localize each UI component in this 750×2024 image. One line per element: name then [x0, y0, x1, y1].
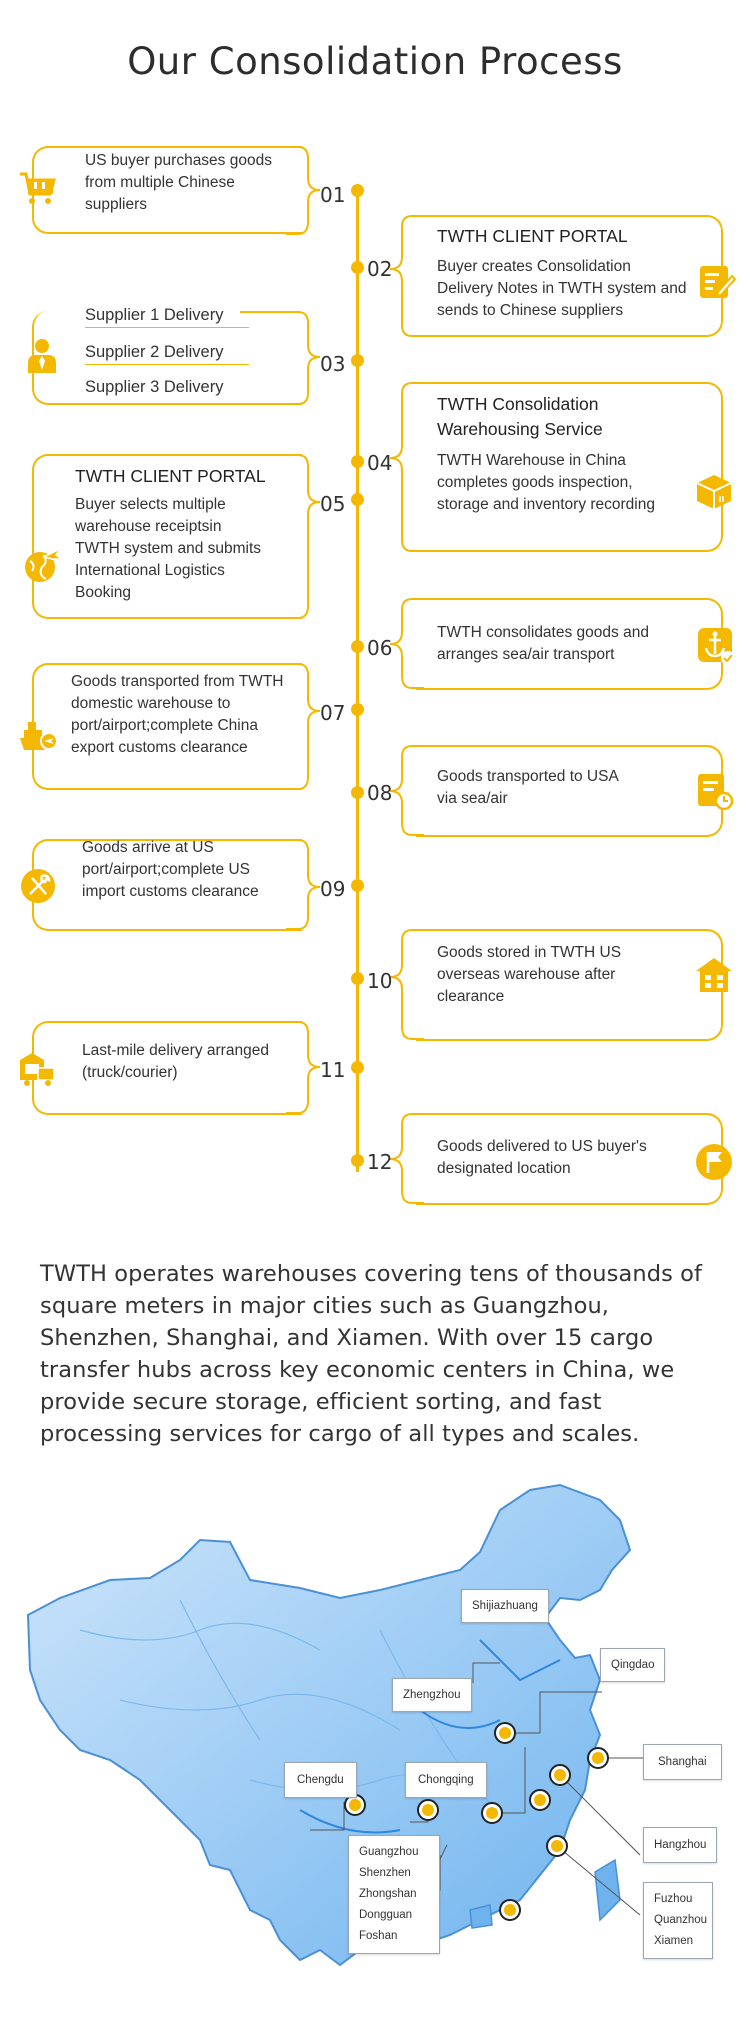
- intro-paragraph: TWTH operates warehouses covering tens of thousands of square meters in major cities such as Guangzhou, Shenzhen, Shanghai, and Xiamen. With over 15 cargo transfer hubs across key economic centers in China, we provide secure storage, efficient sorting, and fast processing services for cargo of all types and scales.: [40, 1261, 703, 1447]
- step-07-bracket: [286, 663, 326, 792]
- timeline-dot: [351, 786, 364, 799]
- page-title: Our Consolidation Process: [127, 40, 623, 83]
- timeline-dot: [351, 1061, 364, 1074]
- step-07-text: Goods transported from TWTH domestic warehouse to port/airport;complete China export customs clearance: [71, 673, 284, 756]
- timeline-dot: [351, 354, 364, 367]
- city-label-shijiazhuang: Shijiazhuang: [461, 1589, 549, 1623]
- step-05-bracket: [286, 454, 326, 621]
- step-05-title: TWTH CLIENT PORTAL: [75, 466, 266, 486]
- city-label-south-group: [348, 1835, 440, 1954]
- city-fuzhou: Fuzhou: [654, 1893, 693, 1905]
- step-02-text: Buyer creates Consolidation Delivery Notes in TWTH system and sends to Chinese suppliers: [437, 258, 687, 319]
- timeline-dot: [351, 184, 364, 197]
- timeline-dot: [351, 455, 364, 468]
- step-03-bracket: [240, 311, 326, 407]
- timeline-dot: [351, 640, 364, 653]
- step-09-text: Goods arrive at US port/airport;complete US import customs clearance: [82, 839, 259, 900]
- step-09-number: 09: [320, 877, 346, 901]
- step-04-number: 04: [367, 451, 393, 475]
- timeline-dot: [351, 261, 364, 274]
- step-12-text: Goods delivered to US buyer's designated location: [437, 1138, 647, 1177]
- anchor-check-icon: [696, 626, 736, 666]
- timeline-dot: [351, 493, 364, 506]
- step-02-title: TWTH CLIENT PORTAL: [437, 226, 628, 246]
- step-07-number: 07: [320, 701, 346, 725]
- timeline-dot: [351, 1154, 364, 1167]
- step-08-text: Goods transported to USA via sea/air: [437, 768, 618, 807]
- supplier-3-delivery: Supplier 3 Delivery: [85, 378, 224, 396]
- city-guangzhou: Guangzhou: [359, 1846, 419, 1858]
- step-11-number: 11: [320, 1058, 346, 1082]
- step-05-text: Buyer selects multiple warehouse receiptsin TWTH system and submits International Logistics Booking: [75, 496, 262, 601]
- city-label-hangzhou: Hangzhou: [643, 1827, 717, 1863]
- step-10-number: 10: [367, 969, 393, 993]
- truck-icon: [18, 1050, 58, 1090]
- step-01-text: US buyer purchases goods from multiple Chinese suppliers: [85, 152, 272, 213]
- step-03-number: 03: [320, 352, 346, 376]
- timeline-line: [356, 190, 359, 1172]
- step-10-text: Goods stored in TWTH US overseas warehouse after clearance: [437, 944, 622, 1005]
- step-05-number: 05: [320, 492, 346, 516]
- step-06-number: 06: [367, 636, 393, 660]
- ship-plane-icon: [18, 716, 58, 756]
- supplier-1-delivery: Supplier 1 Delivery: [85, 306, 249, 328]
- city-shenzhen: Shenzhen: [359, 1867, 411, 1879]
- city-foshan: Foshan: [359, 1930, 398, 1942]
- tools-icon: [18, 866, 58, 906]
- step-04-text: TWTH Warehouse in China completes goods inspection, storage and inventory recording: [437, 452, 655, 513]
- city-dongguan: Dongguan: [359, 1909, 413, 1921]
- city-label-fujian-group: [643, 1882, 713, 1959]
- supplier-2-delivery: Supplier 2 Delivery: [85, 343, 249, 365]
- timeline-dot: [351, 879, 364, 892]
- city-quanzhou: Quanzhou: [654, 1914, 708, 1926]
- cart-icon: [18, 168, 58, 208]
- step-11-text: Last-mile delivery arranged (truck/courier): [82, 1042, 269, 1081]
- city-label-chengdu: Chengdu: [284, 1762, 357, 1798]
- city-label-shanghai: Shanghai: [643, 1744, 722, 1780]
- step-04-title: TWTH Consolidation Warehousing Service: [437, 394, 603, 439]
- city-label-qingdao: Qingdao: [600, 1648, 665, 1682]
- edit-document-icon: [696, 262, 736, 302]
- city-label-zhengzhou: Zhengzhou: [392, 1678, 472, 1712]
- globe-plane-icon: [22, 545, 62, 585]
- step-01-number: 01: [320, 183, 346, 207]
- city-label-chongqing: Chongqing: [405, 1762, 487, 1798]
- timeline-dot: [351, 972, 364, 985]
- package-icon: [694, 472, 734, 512]
- step-06-text: TWTH consolidates goods and arranges sea/air transport: [437, 624, 649, 663]
- flag-icon: [694, 1142, 734, 1182]
- timeline-dot: [351, 703, 364, 716]
- warehouse-icon: [694, 955, 734, 995]
- step-08-number: 08: [367, 781, 393, 805]
- city-zhongshan: Zhongshan: [359, 1888, 417, 1900]
- document-clock-icon: [694, 771, 734, 811]
- person-icon: [22, 337, 62, 377]
- china-warehouse-map: [0, 1480, 750, 1980]
- step-02-number: 02: [367, 257, 393, 281]
- step-12-number: 12: [367, 1150, 393, 1174]
- city-xiamen: Xiamen: [654, 1935, 693, 1947]
